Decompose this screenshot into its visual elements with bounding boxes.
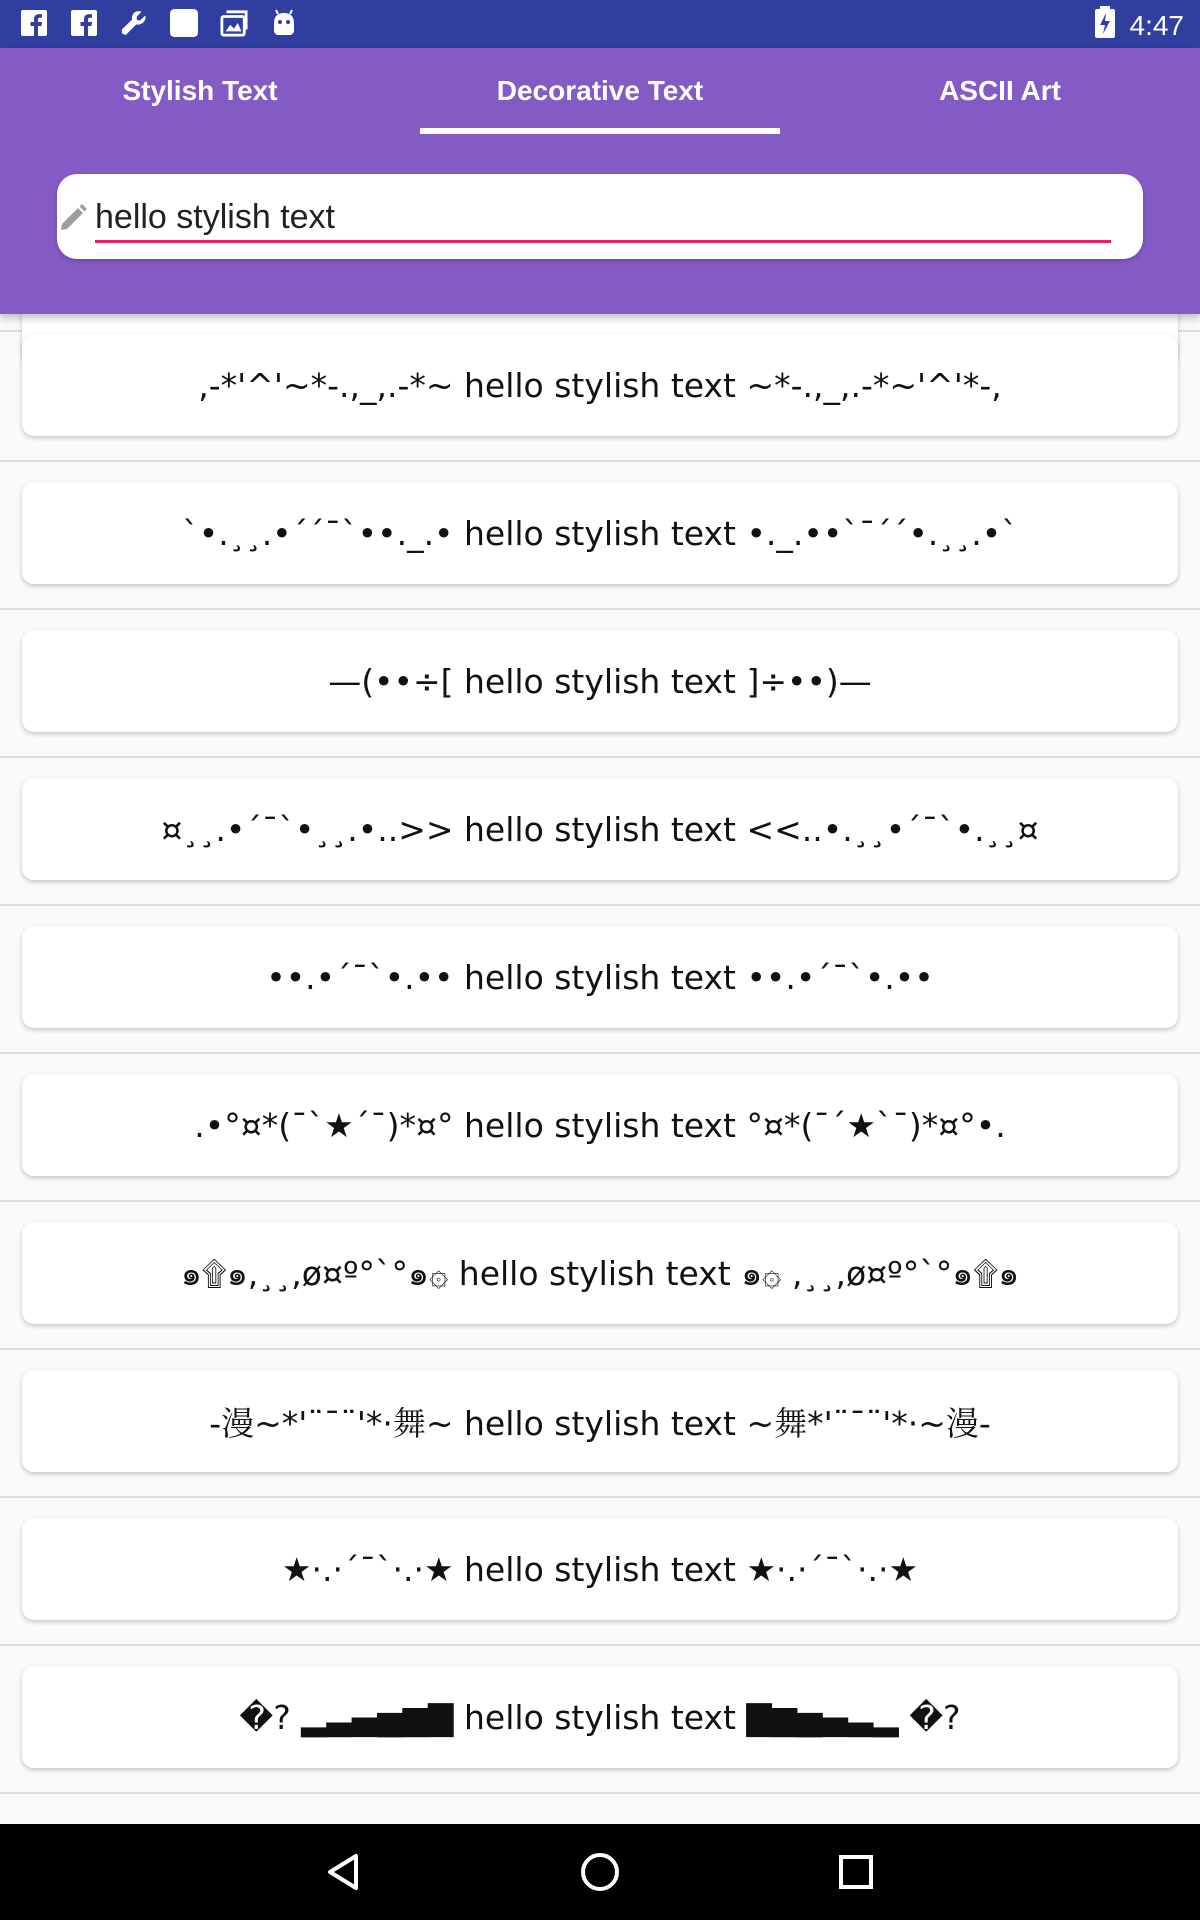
app-bar	[0, 48, 1200, 314]
list-item	[0, 1646, 1200, 1794]
list-item	[0, 1202, 1200, 1350]
recents-square-icon	[832, 1848, 880, 1896]
list-card[interactable]: .•°¤*(¯`★´¯)*¤° hello stylish text °¤*(¯´★`¯)*¤°•.	[22, 1074, 1178, 1176]
photo-library-icon	[220, 8, 248, 38]
wrench-icon	[120, 8, 148, 38]
list-card[interactable]: `•.¸¸.•´´¯`••._.• hello stylish text •._.••`¯´´•.¸¸.•`	[22, 482, 1178, 584]
list-card[interactable]: ••.•´¯`•.•• hello stylish text ••.•´¯`•.••	[22, 926, 1178, 1028]
blank-app-icon	[170, 8, 198, 38]
text-input[interactable]	[95, 192, 1111, 242]
list-item	[0, 1498, 1200, 1646]
tab-stylish-text[interactable]: Stylish Text	[122, 75, 278, 106]
battery-charging-icon	[1094, 6, 1116, 45]
list-card[interactable]: ★·.·´¯`·.·★ hello stylish text ★·.·´¯`·.·★	[22, 1518, 1178, 1620]
tab-bar	[0, 48, 1200, 134]
list-card[interactable]: ๑۩๑,¸¸,ø¤º°`°๑۞ hello stylish text ๑۞ ,¸¸,ø¤º°`°๑۩๑	[22, 1222, 1178, 1324]
facebook-icon	[70, 8, 98, 38]
home-button[interactable]	[576, 1848, 624, 1896]
list-item	[0, 1350, 1200, 1498]
list-card[interactable]: -漫~*'¨¯¨'*·舞~ hello stylish text ~舞*'¨¯¨'*·~漫-	[22, 1370, 1178, 1472]
decorative-text-list[interactable]	[0, 314, 1200, 1824]
status-bar	[0, 0, 1200, 48]
facebook-icon	[20, 8, 48, 38]
list-item	[0, 610, 1200, 758]
tab-decorative-text[interactable]: Decorative Text	[496, 75, 704, 106]
list-card[interactable]: �? ▂▃▄▅▆▇ hello stylish text ▇▆▅▄▃▂ �?	[22, 1666, 1178, 1768]
recents-button[interactable]	[832, 1848, 880, 1896]
list-item	[0, 462, 1200, 610]
list-item	[0, 906, 1200, 1054]
notification-icons	[20, 8, 298, 38]
list-item	[0, 758, 1200, 906]
status-right	[1094, 6, 1185, 45]
input-underline	[95, 240, 1111, 243]
back-triangle-icon	[320, 1848, 368, 1896]
android-icon	[270, 8, 298, 38]
home-circle-icon	[576, 1848, 624, 1896]
tab-ascii-art[interactable]: ASCII Art	[939, 75, 1061, 106]
list-card[interactable]: —(••÷[ hello stylish text ]÷••)—	[22, 630, 1178, 732]
pencil-icon	[57, 202, 89, 234]
back-button[interactable]	[320, 1848, 368, 1896]
list-item	[0, 314, 1200, 462]
navigation-bar	[0, 1824, 1200, 1920]
list-card[interactable]: ¤¸¸.•´¯`•¸¸.•..>> hello stylish text <<..•.¸¸•´¯`•.¸¸¤	[22, 778, 1178, 880]
tab-selected-indicator	[420, 128, 780, 134]
list-card[interactable]: ,-*'^'~*-.,_,.-*~ hello stylish text ~*-.,_,.-*~'^'*-,	[22, 334, 1178, 436]
search-box	[57, 174, 1143, 259]
list-item	[0, 1054, 1200, 1202]
clock: 4:47	[1129, 9, 1184, 41]
